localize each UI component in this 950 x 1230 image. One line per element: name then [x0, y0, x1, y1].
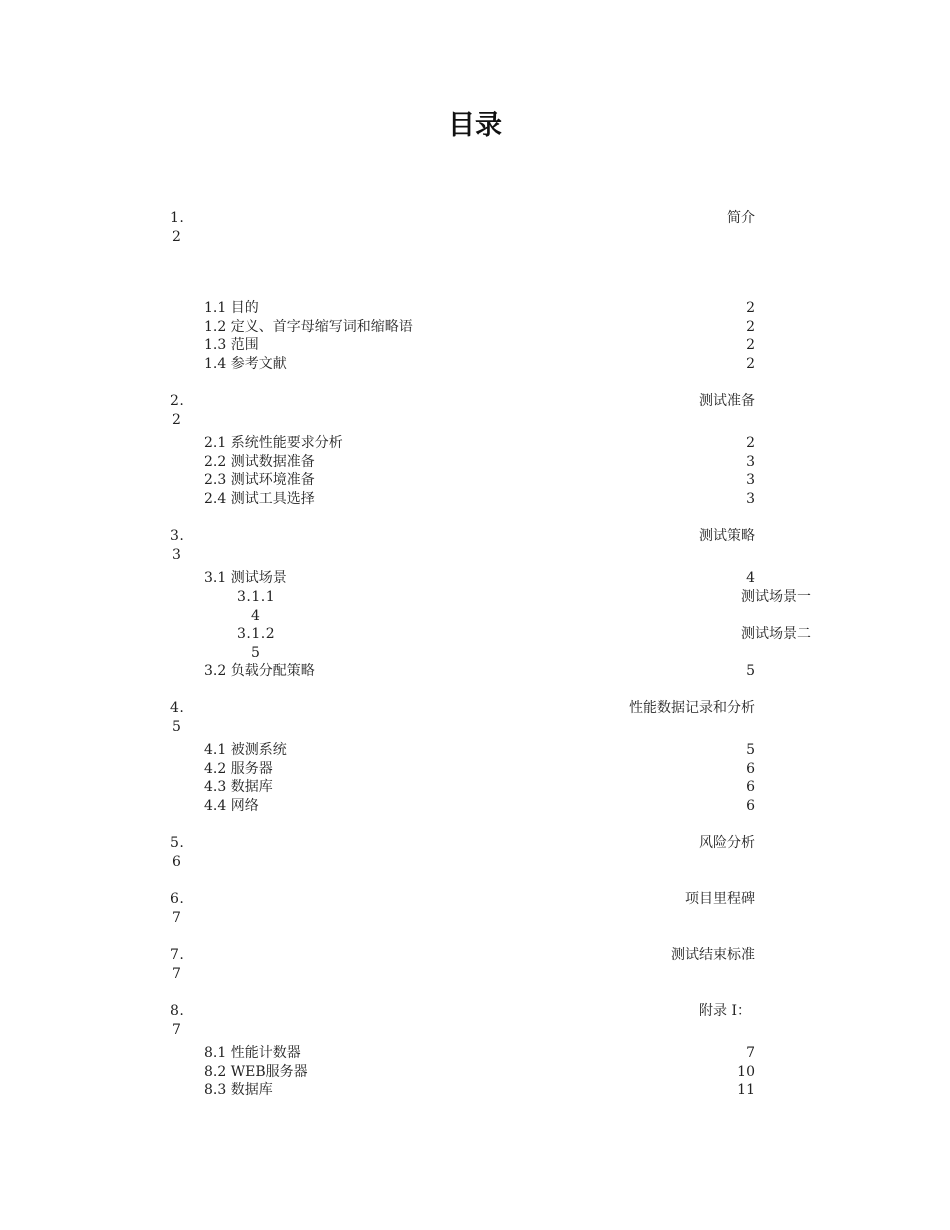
toc-section-5-number: 5. — [170, 835, 185, 851]
toc-entry-1-3[interactable]: 1.3 范围 — [204, 337, 259, 353]
toc-entry-2-3[interactable]: 2.3 测试环境准备 — [204, 472, 315, 488]
toc-entry-8-3[interactable]: 8.3 数据库 — [204, 1082, 273, 1098]
toc-entry-3-1-2-page: 5 — [251, 645, 260, 661]
toc-entry-3-2[interactable]: 3.2 负载分配策略 — [204, 663, 315, 679]
toc-section-3-title[interactable]: 测试策略 — [699, 528, 755, 544]
toc-entry-8-1[interactable]: 8.1 性能计数器 — [204, 1045, 301, 1061]
toc-entry-3-1-1-number: 3.1.1 — [237, 589, 276, 605]
toc-entry-1-2[interactable]: 1.2 定义、首字母缩写词和缩略语 — [204, 319, 413, 335]
toc-entry-3-1-page: 4 — [746, 570, 755, 586]
toc-entry-4-2[interactable]: 4.2 服务器 — [204, 761, 273, 777]
toc-section-3-number: 3. — [170, 528, 185, 544]
toc-entry-4-4-page: 6 — [746, 798, 755, 814]
toc-entry-2-4-page: 3 — [746, 491, 755, 507]
toc-entry-3-1-2-number: 3.1.2 — [237, 626, 276, 642]
toc-entry-2-3-page: 3 — [746, 472, 755, 488]
toc-entry-8-2[interactable]: 8.2 WEB服务器 — [204, 1064, 308, 1080]
toc-entry-3-1-1-title[interactable]: 测试场景一 — [741, 589, 811, 605]
toc-section-8-page: 7 — [172, 1022, 181, 1038]
toc-section-5-title[interactable]: 风险分析 — [699, 835, 755, 851]
toc-entry-1-1-page: 2 — [746, 300, 755, 316]
toc-section-4-number: 4. — [170, 700, 185, 716]
toc-entry-4-3-page: 6 — [746, 779, 755, 795]
toc-section-7-title[interactable]: 测试结束标准 — [671, 947, 755, 963]
toc-entry-1-3-page: 2 — [746, 337, 755, 353]
toc-section-2-number: 2. — [170, 393, 185, 409]
toc-section-4-page: 5 — [172, 719, 181, 735]
toc-entry-4-1-page: 5 — [746, 742, 755, 758]
toc-section-4-title[interactable]: 性能数据记录和分析 — [629, 700, 755, 716]
toc-entry-1-4-page: 2 — [746, 356, 755, 372]
toc-entry-2-1-page: 2 — [746, 435, 755, 451]
toc-entry-8-3-page: 11 — [737, 1082, 755, 1098]
toc-entry-4-1[interactable]: 4.1 被测系统 — [204, 742, 287, 758]
toc-entry-1-4[interactable]: 1.4 参考文献 — [204, 356, 287, 372]
toc-entry-3-1-1-page: 4 — [251, 608, 260, 624]
toc-entry-8-2-page: 10 — [737, 1064, 755, 1080]
page-title: 目录 — [448, 110, 502, 141]
toc-section-7-number: 7. — [170, 947, 185, 963]
toc-section-1-title[interactable]: 简介 — [727, 210, 755, 226]
toc-entry-1-2-page: 2 — [746, 319, 755, 335]
toc-entry-4-2-page: 6 — [746, 761, 755, 777]
toc-entry-8-1-page: 7 — [746, 1045, 755, 1061]
toc-section-8-title[interactable]: 附录 I： — [699, 1003, 751, 1019]
toc-entry-3-1-2-title[interactable]: 测试场景二 — [741, 626, 811, 642]
toc-section-1-number: 1. — [170, 210, 185, 226]
toc-section-7-page: 7 — [172, 966, 181, 982]
toc-section-6-number: 6. — [170, 891, 185, 907]
toc-entry-2-2[interactable]: 2.2 测试数据准备 — [204, 454, 315, 470]
toc-entry-3-2-page: 5 — [746, 663, 755, 679]
toc-section-2-page: 2 — [172, 412, 181, 428]
toc-section-2-title[interactable]: 测试准备 — [699, 393, 755, 409]
toc-entry-4-3[interactable]: 4.3 数据库 — [204, 779, 273, 795]
toc-section-6-page: 7 — [172, 910, 181, 926]
toc-section-1-page: 2 — [172, 229, 181, 245]
toc-entry-1-1[interactable]: 1.1 目的 — [204, 300, 259, 316]
toc-entry-2-2-page: 3 — [746, 454, 755, 470]
toc-entry-2-1[interactable]: 2.1 系统性能要求分析 — [204, 435, 343, 451]
toc-entry-3-1[interactable]: 3.1 测试场景 — [204, 570, 287, 586]
toc-section-5-page: 6 — [172, 854, 181, 870]
toc-entry-2-4[interactable]: 2.4 测试工具选择 — [204, 491, 315, 507]
toc-entry-4-4[interactable]: 4.4 网络 — [204, 798, 259, 814]
toc-section-8-number: 8. — [170, 1003, 185, 1019]
toc-section-6-title[interactable]: 项目里程碑 — [685, 891, 755, 907]
toc-section-3-page: 3 — [172, 547, 181, 563]
